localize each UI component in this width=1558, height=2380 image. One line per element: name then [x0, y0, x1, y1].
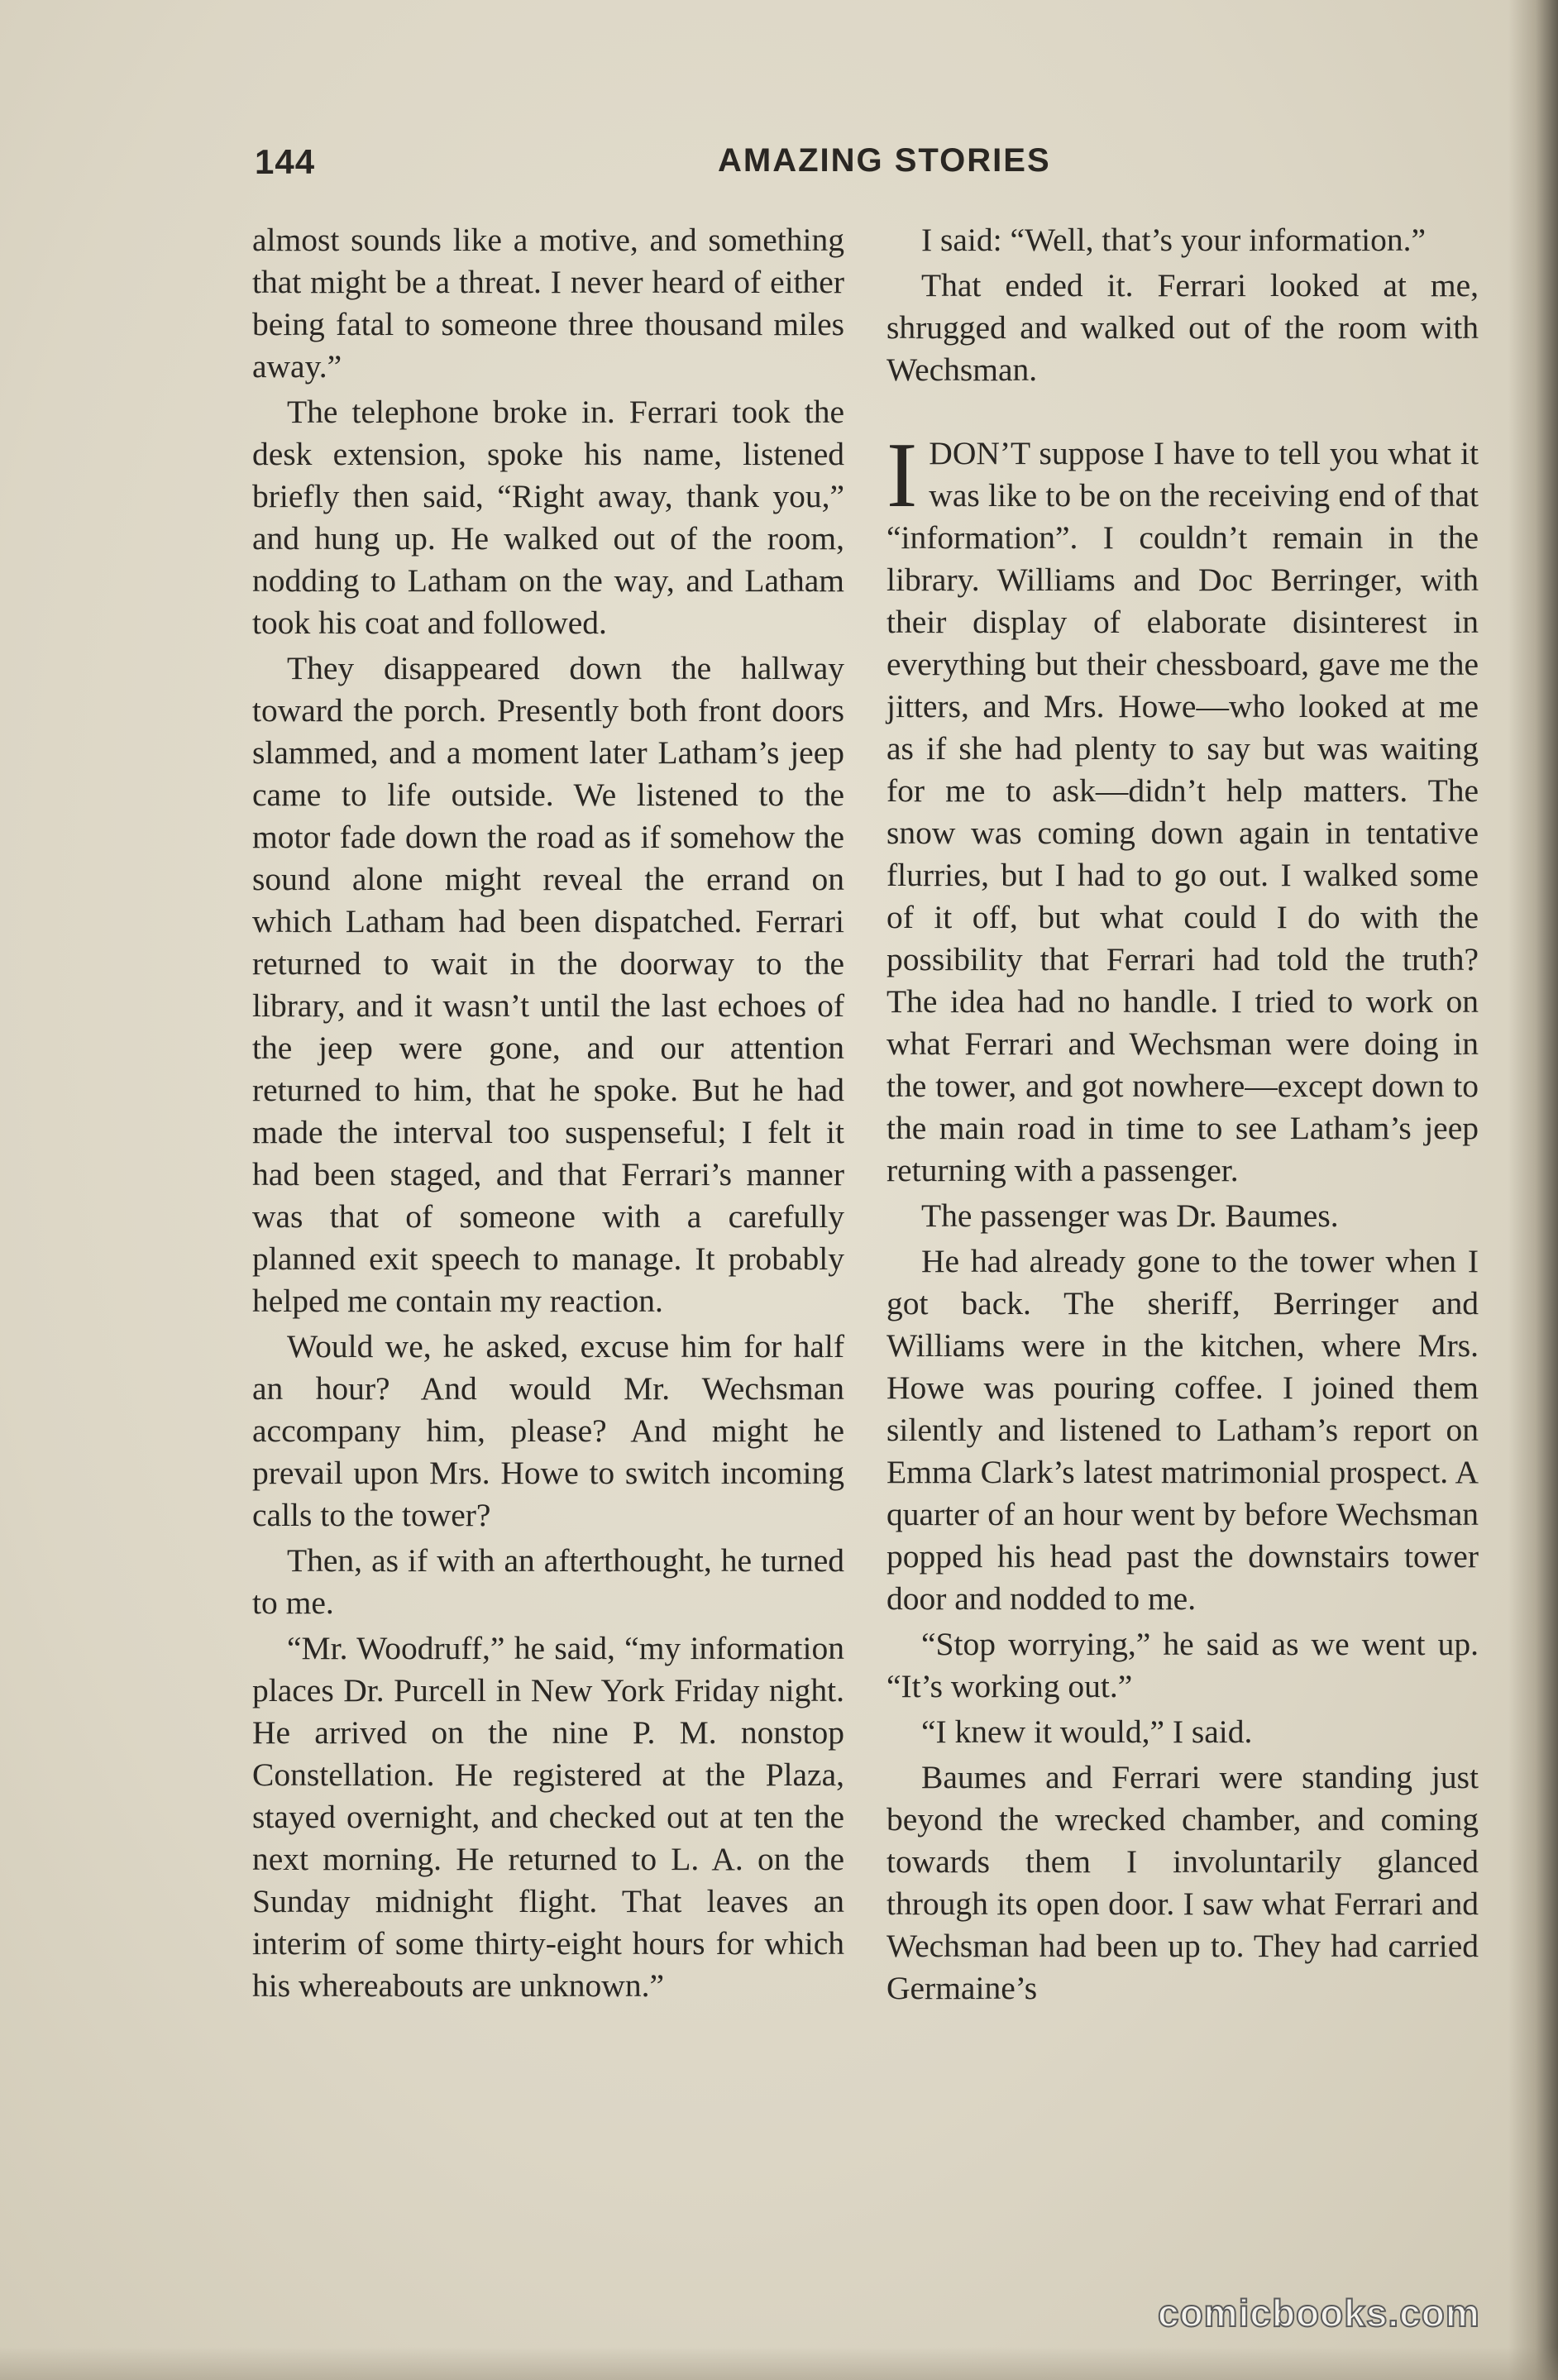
right-paragraph: The passenger was Dr. Baumes. [921, 1197, 1339, 1234]
left-paragraph: They disappeared down the hallway toward the porch. Presently both front doors slammed, and a moment later Latham’s jeep came to life outside. We listened to the motor fade down the road as if somehow the sound alone might reveal the errand on which Latham had been dispatched. Ferrari returned to wait in the doorway to the library, and it wasn’t until the last echoes of the jeep were gone, and our attention returned to him, that he spoke. But he had made the interval too suspenseful; I felt it had been staged, and that Ferrari’s manner was that of someone with a carefully planned exit speech to manage. It probably helped me contain my reaction. [252, 650, 844, 1319]
right-paragraph: “I knew it would,” I said. [921, 1713, 1253, 1750]
section-opening-paragraph [887, 424, 1479, 1192]
right-paragraph: That ended it. Ferrari looked at me, shrugged and walked out of the room with Wechsman. [887, 267, 1479, 388]
left-paragraph: almost sounds like a motive, and something that might be a threat. I never heard of either being fatal to someone three thousand miles away.” [252, 222, 844, 385]
left-column [252, 219, 844, 2010]
left-paragraph: “Mr. Woodruff,” he said, “my information places Dr. Purcell in New York Friday night. He arrived on the nine P. M. nonstop Constellation. He registered at the Plaza, stayed overnight, and checked out at ten the next morning. He returned to L. A. on the Sunday midnight flight. That leaves an interim of some thirty-eight hours for which his whereabouts are unknown.” [252, 1630, 844, 2004]
left-paragraph: Then, as if with an afterthought, he turned to me. [252, 1542, 844, 1621]
section-opening-text: DON’T suppose I have to tell you what it was like to be on the receiving end of that “information”. I couldn’t remain in the library. Williams and Doc Berringer, with their display of elaborate disinterest in everything but their chessboard, gave me the jitters, and Mrs. Howe—who looked at me as if she had plenty to say but was waiting for me to ask—didn’t help matters. The snow was coming down again in tentative flurries, but I had to go out. I walked some of it off, but what could I do with the possibility that Ferrari had told the truth? The idea had no handle. I tried to work on what Ferrari and Wechsman were doing in the tower, and got nowhere—except down to the main road in time to see Latham’s jeep returning with a passenger. [887, 435, 1479, 1188]
right-column [887, 219, 1479, 2013]
watermark: comicbooks.com [1158, 2292, 1480, 2335]
right-paragraph: “Stop worrying,” he said as we went up. “It’s working out.” [887, 1626, 1479, 1704]
running-head: AMAZING STORIES [718, 142, 1051, 179]
right-paragraph: I said: “Well, that’s your information.” [921, 222, 1427, 258]
page-bottom-edge [0, 2347, 1558, 2380]
left-paragraph: Would we, he asked, excuse him for half an hour? And would Mr. Wechsman accompany him, please? And might he prevail upon Mrs. Howe to switch incoming calls to the tower? [252, 1328, 844, 1533]
right-paragraph: He had already gone to the tower when I got back. The sheriff, Berringer and Williams were in the kitchen, where Mrs. Howe was pouring coffee. I joined them silently and listened to Latham’s report on Emma Clark’s latest matrimonial prospect. A quarter of an hour went by before Wechsman popped his head past the downstairs tower door and nodded to me. [887, 1243, 1479, 1617]
right-paragraph: Baumes and Ferrari were standing just beyond the wrecked chamber, and coming towards them I involuntarily glanced through its open door. I saw what Ferrari and Wechsman had been up to. They had carried Germaine’s [887, 1759, 1479, 2006]
page-number: 144 [255, 142, 316, 181]
left-paragraph: The telephone broke in. Ferrari took the desk extension, spoke his name, listened briefly then said, “Right away, thank you,” and hung up. He walked out of the room, nodding to Latham on the way, and Latham took his coat and followed. [252, 394, 844, 641]
drop-cap: I [887, 424, 918, 527]
page-spine-shadow [1508, 0, 1558, 2380]
